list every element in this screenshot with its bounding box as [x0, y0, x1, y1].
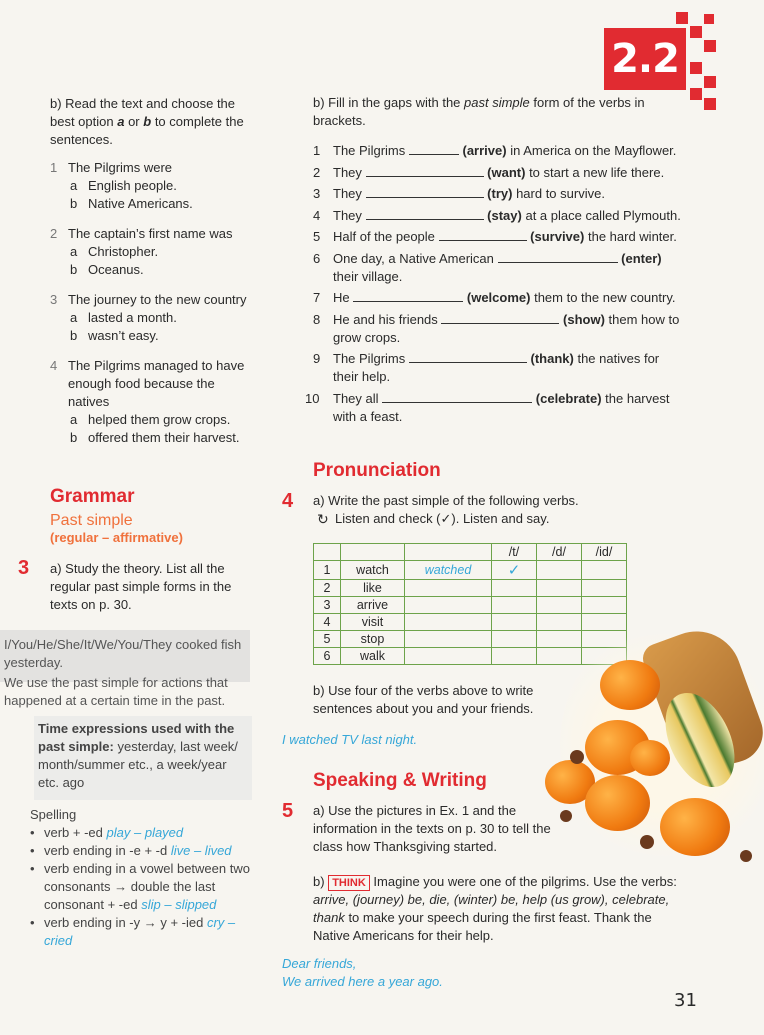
gap-item: 3 They (try) hard to survive.	[313, 186, 605, 201]
decor-square	[704, 76, 716, 88]
question-item: 2 The captain’s first name was a Christopher. b Oceanus.	[50, 226, 233, 277]
gap-fill-section	[305, 94, 683, 429]
decor-square	[690, 26, 702, 38]
ex2b-section	[50, 95, 250, 459]
unit-badge: 2.2	[604, 28, 686, 90]
table-row: 6 walk	[314, 648, 627, 665]
grammar-heading-block	[50, 486, 183, 545]
gap-item: 1 The Pilgrims (arrive) in America on the Mayflower.	[313, 143, 677, 158]
theory-text1: I/You/He/She/It/We/You/They cooked fish yesterday.	[4, 637, 242, 670]
ex4b-instruction: b) Use four of the verbs above to write sentences about you and your friends.	[313, 683, 534, 716]
decor-square	[704, 98, 716, 110]
ex2b-instruction: b) Read the text and choose the best option a or b to complete the sentences.	[50, 96, 244, 147]
speaking-heading: Speaking & Writing	[313, 770, 487, 791]
verb-table: /t/ /d/ /id/ 1 watch watched ✓ 2 like 3 arrive 4 visit 5 stop 6 walk	[313, 543, 627, 665]
table-row: 5 stop	[314, 631, 627, 648]
page-number: 31	[674, 990, 697, 1011]
gap-blank[interactable]	[441, 311, 559, 324]
spelling-rule: • verb ending in -e + -d live – lived	[30, 843, 232, 858]
spelling-rule: • verb + -ed play – played	[30, 825, 184, 840]
decor-square	[704, 14, 714, 24]
decor-square	[704, 40, 716, 52]
gap-blank[interactable]	[366, 164, 484, 177]
gap-blank[interactable]	[366, 185, 484, 198]
question-item: 3 The journey to the new country a lasted a month. b wasn’t easy.	[50, 292, 247, 343]
gap-item: 10 They all (celebrate) the harvest with a feast.	[305, 390, 670, 424]
gap-item: 8 He and his friends (show) them how to grow crops.	[313, 311, 680, 345]
ex5b-instruction: b) THINK Imagine you were one of the pilgrims. Use the verbs: arrive, (journey) be, die, (winter) be, help (us grow), celebrate, thank to make your speech during the first feast. Thank the Native Americans for their help.	[313, 874, 677, 943]
gap-blank[interactable]	[366, 207, 484, 220]
gap-blank[interactable]	[439, 228, 527, 241]
gap-fill-instruction: b) Fill in the gaps with the past simple form of the verbs in brackets.	[313, 95, 645, 128]
ex4-instruction: a) Write the past simple of the following verbs. ↻ Listen and check (✓). Listen and say.	[313, 493, 579, 527]
theory-text2: We use the past simple for actions that happened at a certain time in the past.	[4, 675, 228, 708]
time-expressions: Time expressions used with the past simple: yesterday, last week/ month/summer etc., a week/year etc. ago	[38, 721, 238, 790]
ex4b-example: I watched TV last night.	[282, 732, 418, 747]
gap-item: 4 They (stay) at a place called Plymouth.	[313, 207, 681, 223]
audio-icon[interactable]: ↻	[317, 511, 329, 527]
grammar-subheading2: (regular – affirmative)	[50, 530, 183, 545]
table-row: 2 like	[314, 580, 627, 597]
spelling-rule: • verb ending in a vowel between two consonants → double the last consonant + -ed slip – slipped	[30, 861, 250, 912]
question-item: 1 The Pilgrims were a English people. b Native Americans.	[50, 160, 193, 211]
gap-item: 9 The Pilgrims (thank) the natives for their help.	[313, 351, 660, 384]
table-row: 1 watch watched ✓	[314, 561, 627, 580]
gap-item: 5 Half of the people (survive) the hard winter.	[313, 229, 677, 244]
ex3-instruction: a) Study the theory. List all the regular past simple forms in the texts on p. 30.	[50, 561, 232, 612]
think-badge: THINK	[328, 875, 370, 891]
pronunciation-heading: Pronunciation	[313, 460, 441, 481]
question-item: 4 The Pilgrims managed to have enough food because the natives a helped them grow crops. b offered them their harvest.	[50, 358, 245, 445]
table-row: 3 arrive	[314, 597, 627, 614]
spelling-rule: • verb ending in -y → y + -ied cry – cried	[30, 915, 236, 948]
decor-square	[690, 62, 702, 74]
grammar-heading: Grammar	[50, 486, 135, 507]
ex4-number: 4	[282, 490, 294, 512]
gap-blank[interactable]	[353, 289, 463, 302]
decor-square	[690, 88, 702, 100]
table-row: 4 visit	[314, 614, 627, 631]
spelling-title: Spelling	[30, 807, 77, 822]
spelling-block	[30, 806, 252, 950]
ex5b-example: Dear friends, We arrived here a year ago.	[282, 956, 443, 989]
gap-item: 2 They (want) to start a new life there.	[313, 164, 665, 180]
ex3-number: 3	[18, 557, 30, 579]
ex5a-instruction: a) Use the pictures in Ex. 1 and the information in the texts on p. 30 to tell the class how Thanksgiving started.	[313, 803, 551, 854]
gap-blank[interactable]	[498, 250, 618, 263]
gap-blank[interactable]	[409, 142, 459, 155]
gap-item: 6 One day, a Native American (enter) their village.	[313, 250, 662, 284]
gap-blank[interactable]	[382, 390, 532, 403]
gap-blank[interactable]	[409, 350, 527, 363]
decor-square	[676, 12, 688, 24]
grammar-subheading: Past simple	[50, 512, 133, 529]
gap-item: 7 He (welcome) them to the new country.	[313, 290, 676, 305]
cornucopia-illustration	[540, 610, 764, 890]
ex5-number: 5	[282, 800, 294, 822]
